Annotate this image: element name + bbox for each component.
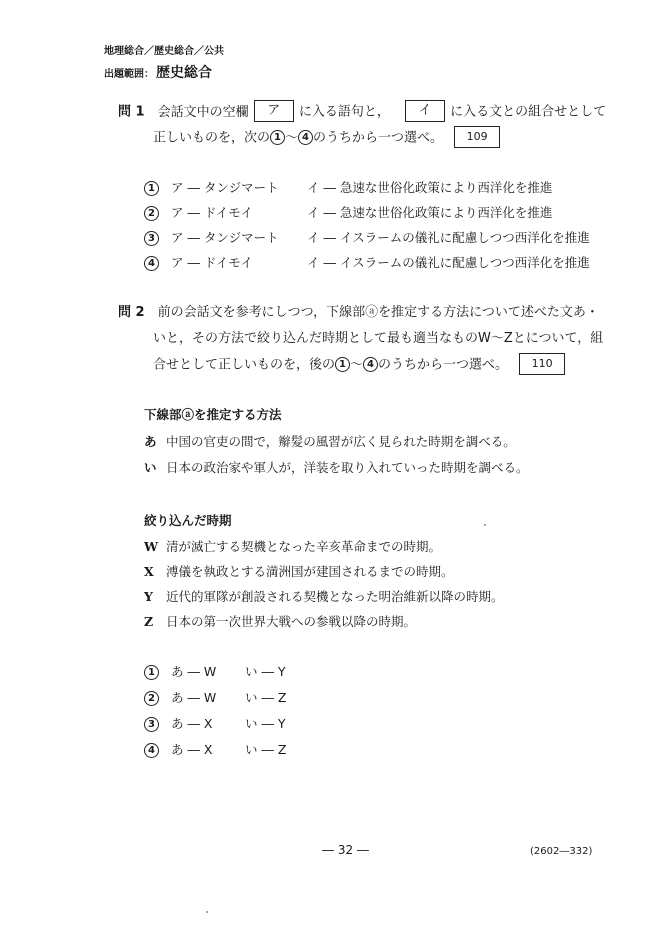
q2-text-line3a: 合せとして正しいものを，後の <box>153 357 336 373</box>
q2-line1 <box>118 301 599 320</box>
q2-text-line2: いと，その方法で絞り込んだ時期として最も適当なものW～Zとについて，組 <box>153 331 604 346</box>
range-label: 出題範囲： <box>104 69 154 80</box>
range-header <box>104 62 212 82</box>
option-number: 1 <box>144 181 159 196</box>
range-end-number: 4 <box>298 130 313 145</box>
q1-option-2[interactable] <box>144 203 552 221</box>
period-text: 日本の第一次世界大戦への参戦以降の時期。 <box>166 614 417 629</box>
option-i-text: イ ― 急速な世俗化政策により西洋化を推進 <box>306 180 553 195</box>
range-start-number: 1 <box>335 357 350 372</box>
option-number: 1 <box>144 665 159 680</box>
q2-line3 <box>153 353 565 375</box>
option-i-text: い ― Y <box>244 664 286 679</box>
period-label: W <box>144 539 159 554</box>
method-label: い <box>144 460 157 475</box>
period-item-z <box>144 612 416 630</box>
q2-text-line3b: のうちから一つ選べ。 <box>378 357 509 373</box>
period-label: X <box>144 564 154 579</box>
option-a-text: あ ― X <box>170 716 213 731</box>
scan-speck <box>484 524 486 526</box>
method-label: あ <box>144 434 157 449</box>
option-number: 2 <box>144 691 159 706</box>
option-number: 2 <box>144 206 159 221</box>
answer-box-109: 109 <box>454 126 500 148</box>
range-tilde: ～ <box>285 130 299 146</box>
option-a-text: あ ― W <box>170 664 217 679</box>
option-i-text: イ ― イスラームの儀礼に配慮しつつ西洋化を推進 <box>306 255 590 270</box>
range-start-number: 1 <box>270 130 285 145</box>
period-text: 清が滅亡する契機となった辛亥革命までの時期。 <box>166 539 442 554</box>
q1-text-a: 会話文中の空欄 <box>157 104 249 120</box>
blank-i-box: イ <box>405 100 445 122</box>
method-text: 中国の官吏の間で，辮髪の風習が広く見られた時期を調べる。 <box>166 434 516 449</box>
scan-speck <box>206 911 208 913</box>
option-a-text: ア ― タンジマート <box>170 230 279 245</box>
q1-text-c: に入る文との組合せとして <box>450 104 607 120</box>
q2-option-2[interactable] <box>144 688 286 706</box>
method-item-i <box>144 458 529 476</box>
q1-line1 <box>118 100 606 122</box>
option-i-text: イ ― 急速な世俗化政策により西洋化を推進 <box>306 205 553 220</box>
period-label: Z <box>144 614 154 629</box>
option-number: 4 <box>144 256 159 271</box>
option-a-text: あ ― W <box>170 690 217 705</box>
option-number: 4 <box>144 743 159 758</box>
q1-number: 問 1 <box>118 104 145 120</box>
period-text: 溥儀を執政とする満洲国が建国されるまでの時期。 <box>166 564 454 579</box>
q1-option-1[interactable] <box>144 178 552 196</box>
q1-text-e: のうちから一つ選べ。 <box>313 130 444 146</box>
q2-number: 問 2 <box>118 305 145 320</box>
q1-line2 <box>153 126 500 148</box>
option-a-text: あ ― X <box>170 742 213 757</box>
q2-option-4[interactable] <box>144 740 286 758</box>
period-item-x <box>144 562 454 580</box>
period-item-w <box>144 537 441 555</box>
option-i-text: い ― Z <box>244 742 287 757</box>
q2-text-line1: 前の会話文を参考にしつつ，下線部ⓐを推定する方法について述べた文あ・ <box>157 305 599 320</box>
option-number: 3 <box>144 231 159 246</box>
option-a-text: ア ― タンジマート <box>170 180 279 195</box>
period-item-y <box>144 587 504 605</box>
period-heading: 絞り込んだ時期 <box>144 513 232 528</box>
option-a-text: ア ― ドイモイ <box>170 205 253 220</box>
q1-text-b: に入る語句と， <box>298 104 390 120</box>
q1-text-d: 正しいものを，次の <box>153 130 271 146</box>
method-item-a <box>144 432 516 450</box>
period-text: 近代的軍隊が創設される契機となった明治維新以降の時期。 <box>166 589 504 604</box>
blank-a-box: ア <box>254 100 294 122</box>
method-text: 日本の政治家や軍人が，洋装を取り入れていった時期を調べる。 <box>166 460 529 475</box>
q1-option-4[interactable] <box>144 253 590 271</box>
range-value: 歴史総合 <box>156 65 212 81</box>
exam-code: (2602―332) <box>530 846 593 857</box>
option-i-text: い ― Y <box>244 716 286 731</box>
page-number: ― 32 ― <box>322 843 369 857</box>
range-end-number: 4 <box>363 357 378 372</box>
method-heading: 下線部ⓐを推定する方法 <box>144 407 282 422</box>
period-label: Y <box>144 589 153 604</box>
option-a-text: ア ― ドイモイ <box>170 255 253 270</box>
option-i-text: い ― Z <box>244 690 287 705</box>
q1-option-3[interactable] <box>144 228 590 246</box>
option-i-text: イ ― イスラームの儀礼に配慮しつつ西洋化を推進 <box>306 230 590 245</box>
option-number: 3 <box>144 717 159 732</box>
answer-box-110: 110 <box>519 353 565 375</box>
subject-header: 地理総合／歴史総合／公共 <box>104 46 224 57</box>
q2-option-1[interactable] <box>144 662 286 680</box>
q2-option-3[interactable] <box>144 714 286 732</box>
range-tilde: ～ <box>350 357 364 373</box>
